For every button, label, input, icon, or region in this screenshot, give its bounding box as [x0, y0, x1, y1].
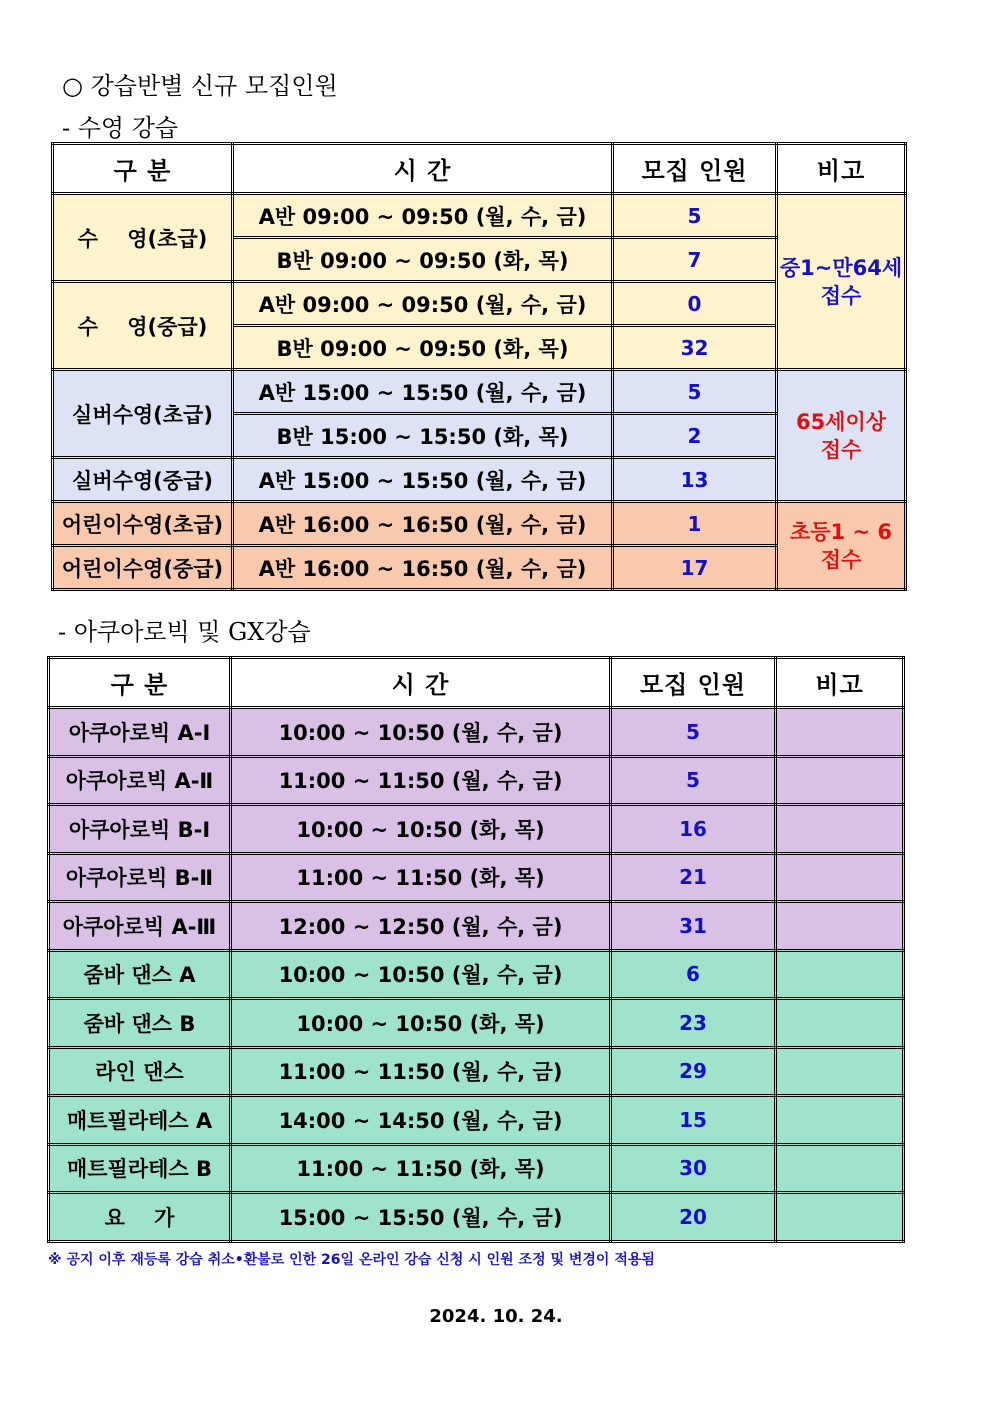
note-cell — [776, 805, 904, 854]
class-time: A반 16:00 ~ 16:50 (월, 수, 금) — [233, 502, 613, 546]
class-label: 실버수영(초급) — [53, 370, 233, 458]
recruit-count: 5 — [611, 708, 776, 757]
class-label: 아쿠아로빅 B-Ⅰ — [49, 805, 231, 854]
class-label: 줌바 댄스 A — [49, 950, 231, 999]
recruit-count: 29 — [611, 1047, 776, 1096]
class-time: 11:00 ~ 11:50 (월, 수, 금) — [231, 1047, 611, 1096]
table-row — [49, 1096, 904, 1145]
note-line: 65세이상 — [795, 409, 887, 434]
column-header-note: 비고 — [777, 144, 906, 194]
recruit-count: 30 — [611, 1144, 776, 1193]
note-cell — [776, 756, 904, 805]
note-cell — [777, 502, 906, 590]
class-time: A반 15:00 ~ 15:50 (월, 수, 금) — [233, 370, 613, 414]
table-row — [53, 502, 906, 546]
note-cell — [776, 1193, 904, 1242]
table-row — [49, 805, 904, 854]
class-time: 11:00 ~ 11:50 (화, 목) — [231, 1144, 611, 1193]
column-header-note: 비고 — [776, 658, 904, 708]
column-header-time: 시 간 — [231, 658, 611, 708]
class-label: 요 가 — [49, 1193, 231, 1242]
class-time: 12:00 ~ 12:50 (월, 수, 금) — [231, 902, 611, 951]
recruit-count: 32 — [613, 326, 777, 370]
class-label: 매트필라테스 A — [49, 1096, 231, 1145]
recruit-count: 17 — [613, 546, 777, 590]
table-row — [49, 950, 904, 999]
note-cell — [777, 370, 906, 502]
note-line: 초등1 ~ 6 — [789, 519, 892, 544]
class-time: 11:00 ~ 11:50 (화, 목) — [231, 853, 611, 902]
aqua-heading: - 아쿠아로빅 및 GX강습 — [58, 618, 311, 646]
recruit-count: 16 — [611, 805, 776, 854]
class-time: 10:00 ~ 10:50 (월, 수, 금) — [231, 708, 611, 757]
class-time: 14:00 ~ 14:50 (월, 수, 금) — [231, 1096, 611, 1145]
note-line: 접수 — [820, 437, 862, 462]
class-label: 수 영(중급) — [53, 282, 233, 370]
class-label: 아쿠아로빅 A-Ⅱ — [49, 756, 231, 805]
document-date: 2024. 10. 24. — [429, 1306, 563, 1327]
table-row — [49, 1144, 904, 1193]
class-time: 10:00 ~ 10:50 (화, 목) — [231, 805, 611, 854]
class-time: 15:00 ~ 15:50 (월, 수, 금) — [231, 1193, 611, 1242]
class-time: A반 09:00 ~ 09:50 (월, 수, 금) — [233, 194, 613, 238]
class-time: 10:00 ~ 10:50 (월, 수, 금) — [231, 950, 611, 999]
recruit-count: 2 — [613, 414, 777, 458]
recruit-count: 7 — [613, 238, 777, 282]
class-time: 11:00 ~ 11:50 (월, 수, 금) — [231, 756, 611, 805]
class-label: 매트필라테스 B — [49, 1144, 231, 1193]
aqua-gx-schedule-table — [47, 656, 905, 1243]
note-cell — [776, 950, 904, 999]
table-row — [49, 853, 904, 902]
class-time: A반 16:00 ~ 16:50 (월, 수, 금) — [233, 546, 613, 590]
note-cell — [776, 999, 904, 1048]
recruit-count: 13 — [613, 458, 777, 502]
class-label: 라인 댄스 — [49, 1047, 231, 1096]
footnote: ※ 공지 이후 재등록 강습 취소•환불로 인한 26일 온라인 강습 신청 시 인원 조정 및 변경이 적용됨 — [48, 1252, 655, 1268]
recruit-count: 0 — [613, 282, 777, 326]
table-row — [49, 708, 904, 757]
table-header-row — [53, 144, 906, 194]
column-header-count: 모집 인원 — [611, 658, 776, 708]
class-time: B반 15:00 ~ 15:50 (화, 목) — [233, 414, 613, 458]
main-heading: ○ 강습반별 신규 모집인원 — [62, 72, 338, 100]
recruit-count: 5 — [611, 756, 776, 805]
note-line: 접수 — [820, 283, 862, 308]
recruit-count: 5 — [613, 370, 777, 414]
table-header-row — [49, 658, 904, 708]
swim-schedule-table — [51, 142, 907, 591]
column-header-count: 모집 인원 — [613, 144, 777, 194]
table-row — [49, 999, 904, 1048]
recruit-count: 1 — [613, 502, 777, 546]
note-cell — [776, 1096, 904, 1145]
recruit-count: 21 — [611, 853, 776, 902]
note-cell — [776, 1144, 904, 1193]
recruit-count: 23 — [611, 999, 776, 1048]
note-cell — [777, 194, 906, 370]
column-header-time: 시 간 — [233, 144, 613, 194]
class-time: 10:00 ~ 10:50 (화, 목) — [231, 999, 611, 1048]
table-row — [49, 756, 904, 805]
swim-heading: - 수영 강습 — [62, 114, 179, 142]
recruit-count: 6 — [611, 950, 776, 999]
note-line: 중1~만64세 — [779, 255, 903, 280]
class-time: A반 09:00 ~ 09:50 (월, 수, 금) — [233, 282, 613, 326]
note-cell — [776, 708, 904, 757]
class-time: B반 09:00 ~ 09:50 (화, 목) — [233, 238, 613, 282]
table-row — [53, 194, 906, 238]
class-label: 실버수영(중급) — [53, 458, 233, 502]
recruit-count: 5 — [613, 194, 777, 238]
table-row — [49, 902, 904, 951]
column-header-category: 구 분 — [53, 144, 233, 194]
class-label: 줌바 댄스 B — [49, 999, 231, 1048]
note-cell — [776, 902, 904, 951]
class-label: 어린이수영(초급) — [53, 502, 233, 546]
note-line: 접수 — [820, 547, 862, 572]
class-time: B반 09:00 ~ 09:50 (화, 목) — [233, 326, 613, 370]
class-label: 아쿠아로빅 A-Ⅲ — [49, 902, 231, 951]
recruit-count: 20 — [611, 1193, 776, 1242]
class-label: 어린이수영(중급) — [53, 546, 233, 590]
class-label: 아쿠아로빅 A-Ⅰ — [49, 708, 231, 757]
table-row — [49, 1193, 904, 1242]
note-cell — [776, 853, 904, 902]
note-cell — [776, 1047, 904, 1096]
column-header-category: 구 분 — [49, 658, 231, 708]
class-label: 아쿠아로빅 B-Ⅱ — [49, 853, 231, 902]
class-label: 수 영(초급) — [53, 194, 233, 282]
table-row — [53, 370, 906, 414]
recruit-count: 15 — [611, 1096, 776, 1145]
table-row — [49, 1047, 904, 1096]
class-time: A반 15:00 ~ 15:50 (월, 수, 금) — [233, 458, 613, 502]
recruit-count: 31 — [611, 902, 776, 951]
